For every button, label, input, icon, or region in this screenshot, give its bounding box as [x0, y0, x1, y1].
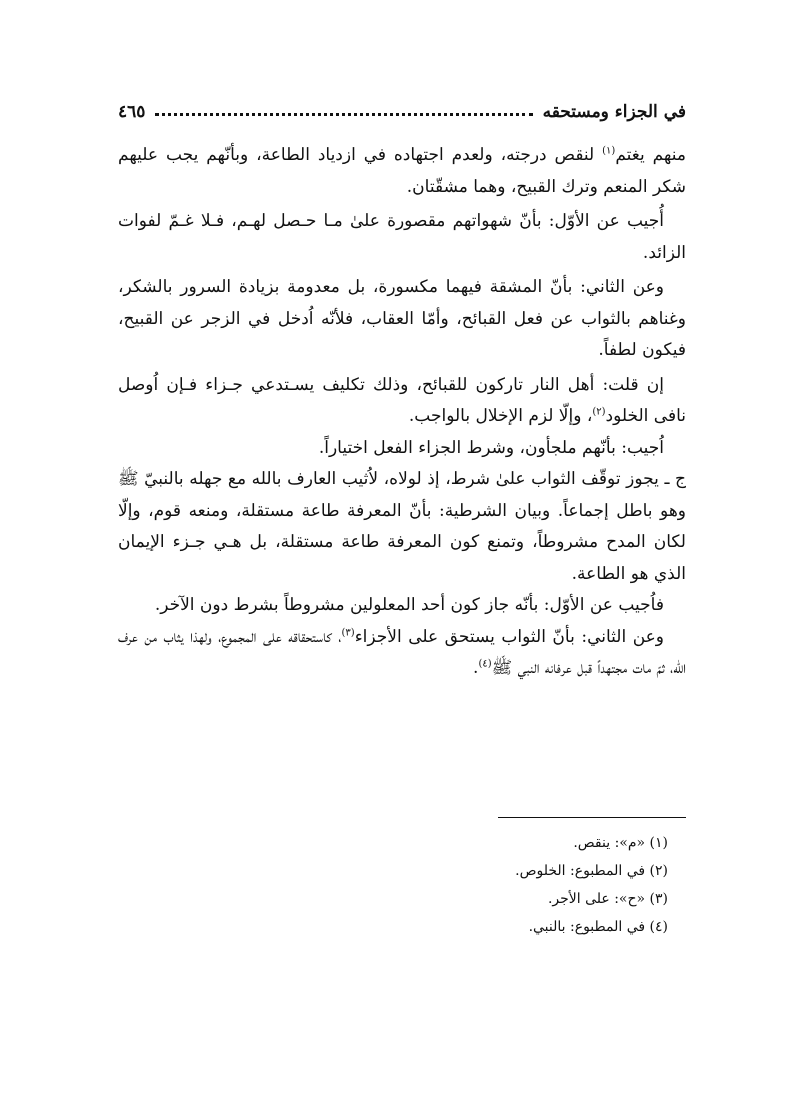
paragraph-text: منهم يغتم — [615, 145, 686, 165]
paragraph — [118, 272, 686, 367]
footnote-ref[interactable]: (٢) — [592, 406, 606, 418]
paragraph-text: . — [473, 658, 479, 678]
paragraph-text: أُجيب عن الأوّل: بأنّ شهواتهم مقصورة علىٰ مـا حـصل لهـم، فـلا غـمّ لفوات الزائد. — [118, 211, 686, 263]
paragraph-text: وعن الثاني: بأنّ المشقة فيهما مكسورة، بل معدومة بزيادة السرور بالشكر، وغناهم بالثواب عن فعل القبائح، وأمّا العقاب، فلأنّه اُدخل في الزجر عن القبيح، فيكون لطفاً. — [118, 277, 686, 360]
paragraph — [118, 370, 686, 433]
footnote-item: (١) «م»: ينقص. — [573, 835, 668, 851]
paragraph-text: ، وإلّا لزم الإخلال بالواجب. — [408, 406, 593, 426]
chapter-title: في الجزاء ومستحقه — [542, 102, 686, 122]
paragraph — [118, 140, 686, 203]
paragraph — [118, 622, 686, 685]
leader-dots — [155, 113, 532, 116]
paragraph-text: إن قلت: أهل النار تاركون للقبائح، وذلك تكليف يسـتدعي جـزاء فـإن اُوصل نافى الخلود — [118, 374, 686, 426]
paragraph-text: ج ـ يجوز توقّف الثواب علىٰ شرط، إذ لولاه، لاُثيب العارف بالله مع جهله بالنبيّ ﷺ وهو باطل إجماعاً. وبيان الشرطية: بأنّ المعرفة طاعة مستقلة، ومنعه قوم، وإلّا لكان المدح مشروطاً، وتمنع كون المعرفة طاعة مستقلة، بل هـي جـزء الإيمان الذي هو الطاعة. — [118, 469, 686, 584]
footnote-divider — [498, 817, 686, 818]
footnote-item: (٤) في المطبوع: بالنبي. — [528, 919, 668, 935]
paragraph-text: فاُجيب عن الأوّل: بأنّه جاز كون أحد المعلولين مشروطاً بشرط دون الآخر. — [154, 595, 664, 615]
footnotes — [118, 829, 686, 941]
paragraph — [118, 433, 686, 465]
footnote-item: (٢) في المطبوع: الخلوص. — [515, 863, 668, 879]
paragraph — [118, 464, 686, 590]
paragraph-text: ، كاستحقاقه على المجموع، ولهذا يثاب من عرف الله، ثمّ مات مجتهداً قبل عرفانه النبي ﷺ — [118, 626, 686, 678]
footnote-ref[interactable]: (٤) — [478, 658, 492, 670]
running-header — [118, 96, 686, 122]
paragraph-text: وعن الثاني: بأنّ الثواب يستحق على الأجزاء — [354, 626, 664, 647]
paragraph — [118, 590, 686, 622]
footnote-ref[interactable]: (١) — [602, 145, 616, 157]
footnote-item: (٣) «ح»: على الأجر. — [547, 891, 668, 907]
paragraph — [118, 206, 686, 269]
paragraph-text: لنقص درجته، ولعدم اجتهاده في ازدياد الطاعة، وبأنّهم يجب عليهم شكر المنعم وترك القبيح، وهما مشقّتان. — [118, 145, 686, 197]
paragraph-text: اُجيب: بأنّهم ملجأون، وشرط الجزاء الفعل اختياراً. — [318, 437, 664, 458]
page-number: ٤٦٥ — [118, 102, 146, 122]
main-text — [118, 140, 686, 685]
footnote-ref[interactable]: (٣) — [341, 626, 355, 638]
